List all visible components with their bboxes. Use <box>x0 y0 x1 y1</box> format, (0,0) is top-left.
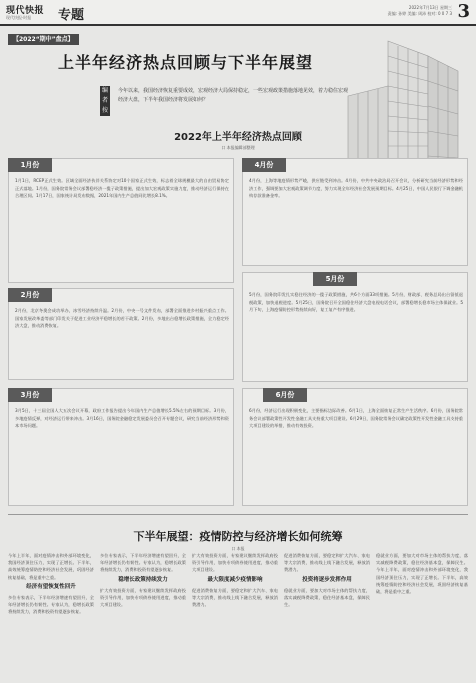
month-text: 2月份，北京冬奥会成功举办，冰雪经济持续升温。2月份，中央一号文件发布，部署全面推进乡村振兴重点工作。国家发展改革委等部门印发关于促进工业经济平稳增长的若干政策。2月份，多地出台稳增长政策措施，全力稳定经济大盘，推动消费恢复。 <box>15 308 229 328</box>
month-text: 6月份，经济运行出现积极变化，主要指标边际改善。6月1日，上海全面恢复正常生产生活秩序。6月份，国务院常务会议部署政策性开发性金融工具支持重大项目建设。6月29日，国务院常务会议确定政策性开发性金融工具支持重大项目建设的举措，推动有效投资。 <box>249 408 463 428</box>
month-text: 1月1日，RCEP正式生效。区域全面经济伙伴关系协定对10个国家正式生效，标志着全球规模最大的自由贸易协定正式落地。1月份，国务院常务会议部署稳经济一揽子政策措施，提出加大宏观政策实施力度，推动经济运行保持在合理区间。1月17日，国家统计局发布数据，2021年国内生产总值同比增长8.1%。 <box>15 178 229 198</box>
date-line: 2022年7月13日 星期三 <box>408 5 452 10</box>
article-column <box>284 552 370 678</box>
badge-char: 按 <box>101 107 108 114</box>
month-text: 4月份，上海等地疫情形势严峻，供应链受到冲击。4月份，中共中央政治局召开会议，分析研究当前经济形势和经济工作，强调要加大宏观政策调节力度，努力实现全年经济社会发展预期目标。4月25日，中国人民银行下调金融机构存款准备金率。 <box>249 178 463 198</box>
section-divider <box>8 514 468 515</box>
article-subhead: 稳增长政策持续发力 <box>118 576 168 583</box>
section-name: 专题 <box>58 8 85 23</box>
paper-name: 现代快报 <box>6 6 45 16</box>
month-label: 6月份 <box>263 388 307 402</box>
month-box-mar <box>8 388 234 506</box>
month-label: 1月份 <box>8 158 52 172</box>
edition-info <box>388 5 452 16</box>
article-column <box>8 552 94 678</box>
month-label: 2月份 <box>8 288 52 302</box>
article-paragraph: 今年上半年，面对疫情冲击和外部环境变化，我国经济顶住压力，实现了正增长。下半年，高效统筹疫情防控和经济社会发展，巩固经济恢复基础，将是重中之重。 <box>8 553 94 580</box>
article-subhead: 投资将逐步发挥作用 <box>302 576 352 583</box>
month-label: 4月份 <box>242 158 286 172</box>
masthead <box>0 0 476 26</box>
article-paragraph: 今年上半年，面对疫情冲击和外部环境变化，我国经济顶住压力，实现了正增长。下半年，高效统筹疫情防控和经济社会发展，巩固经济恢复基础，将是重中之重。 <box>376 567 468 595</box>
article-paragraph: 扩大有效投资方面，专家建议继续发挥政府投资引导作用，加快专项债券使用进度，推动重大项目建设。 <box>192 553 278 573</box>
article-column <box>376 552 468 678</box>
article-paragraph: 多位专家表示，下半年经济增速有望回升，全年经济增长仍有韧性。专家认为，稳增长政策将持续发力，消费和投资有望逐步恢复。 <box>100 553 186 573</box>
column-tag: 【2022“期中”盘点】 <box>8 34 79 45</box>
article-column <box>100 552 186 678</box>
month-label: 3月份 <box>8 388 52 402</box>
month-box-jun <box>242 388 468 506</box>
month-text: 3月5日，十三届全国人大五次会议开幕，政府工作报告提出今年国内生产总值增长5.5%左右的预期目标。3月份，多地疫情反弹，对经济运行带来冲击。3月16日，国务院金融稳定发展委员会召开专题会议，研究当前经济形势和资本市场问题。 <box>15 408 229 428</box>
article-paragraph: 稳就业方面，要加大对市场主体的帮扶力度，落实减税降费政策，稳住经济基本盘，保障民生。 <box>284 587 370 608</box>
badge-char: 编 <box>101 87 108 94</box>
month-label: 5月份 <box>313 272 357 286</box>
sub-headline: 2022年上半年经济热点回顾 <box>174 132 302 143</box>
month-box-jan <box>8 158 234 283</box>
paper-subtitle: 现代快报·时报 <box>6 15 32 20</box>
article-subhead: 最大限度减少疫情影响 <box>207 576 263 583</box>
editor-note-badge <box>100 86 110 116</box>
badge-char: 者 <box>101 97 108 104</box>
section2-byline: 口 本报 <box>231 546 245 551</box>
article-paragraph: 促进消费恢复方面，要稳定和扩大汽车、家电等大宗消费，推动线上线下融合发展，释放消费潜力。 <box>192 587 278 608</box>
article-subhead: 经济有望恢复性回升 <box>26 583 76 590</box>
article-paragraph: 多位专家表示，下半年经济增速有望回升，全年经济增长仍有韧性。专家认为，稳增长政策将持续发力，消费和投资有望逐步恢复。 <box>8 595 94 615</box>
month-text: 5月份，国务院印发扎实稳住经济的一揽子政策措施，共6个方面33项措施。5月份，财政部、税务总局出台留抵退税政策，加快退税进度。5月25日，国务院召开全国稳住经济大盘电视电话会议，部署稳增长稳市场主体保就业。5月下旬，上海疫情防控形势持续向好，复工复产有序推进。 <box>249 292 463 312</box>
intro-paragraph: 今年以来，我国经济恢复重要成效，宏观经济大局保持稳定，一些宏观政策措施落地见效，着力稳住宏观经济大盘，下半年我国经济将发展如何？ <box>118 88 349 103</box>
editor-line: 责编: 孙婷 美编: 周沛 校对: 0 0 7 3 <box>387 10 452 16</box>
month-box-apr <box>242 158 468 266</box>
page-number: 3 <box>457 1 470 22</box>
article-paragraph: 扩大有效投资方面，专家建议继续发挥政府投资引导作用，加快专项债券使用进度，推动重大项目建设。 <box>100 587 186 608</box>
section2-title: 下半年展望：疫情防控与经济增长如何统筹 <box>133 530 343 543</box>
article-paragraph: 稳就业方面，要加大对市场主体的帮扶力度，落实减税降费政策，稳住经济基本盘，保障民生。 <box>376 553 468 566</box>
month-box-feb <box>8 288 234 380</box>
byline: 口 本报编辑部整理 <box>221 145 255 150</box>
article-paragraph: 促进消费恢复方面，要稳定和扩大汽车、家电等大宗消费，推动线上线下融合发展，释放消费潜力。 <box>284 553 370 573</box>
article-column <box>192 552 278 678</box>
month-box-may <box>242 272 468 382</box>
headline: 上半年经济热点回顾与下半年展望 <box>58 53 314 72</box>
